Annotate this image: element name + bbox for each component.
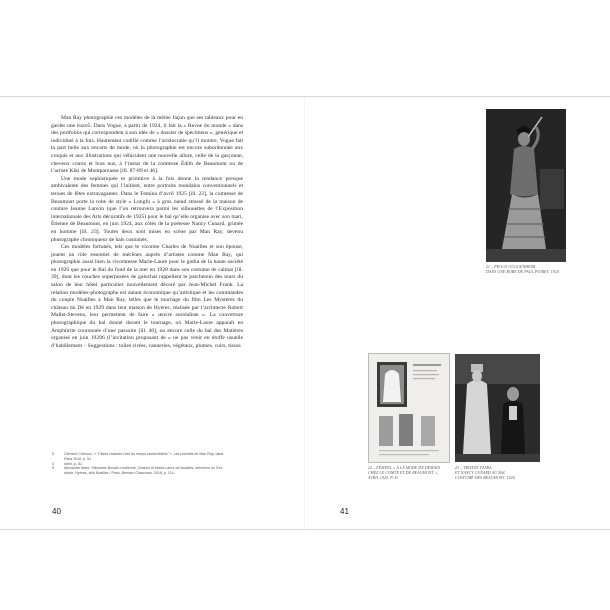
footnote-number: 4 [52,461,54,466]
paragraph: Ces modèles fortunés, tels que le vicomte Charles de Noailles et son épouse, jouent un rôle essentiel de mécènes auprès d’artistes comme Man Ray, qui photographie aussi bien la vicomtesse Marie-Laure pour le gotha de la haute société en 1926 que pour le Bal du fond de la mer en 1928 dans son costume de calmar [ill. 39], dont les couches superposées de galuchat rappellent le parchemin des murs du salon de leur hôtel particulier nouvellement décoré par Jean-Michel Frank. La relation modèles-photographe est autant économique qu’artistique et les commandes du couple Noailles à Man Ray, telles que le tournage du film Les Mystères du château du Dé en 1929 dans leur maison de Hyères, réalisée par l’architecte Robert Mallet-Stevens, leur permettent de faire « œuvre surréaliste ». La couverture photographique du bal donné durant le tournage, où Marie-Laure apparaît en Amphitrite couronnée d’une passoire [ill. 40], ou encore celle du bal des Matières organisé en juin 19296 (l’invitation proposant de « ne pas venir en étoffe usuelle d’habillement – Suggestions : toiles cirées, vanneries, végétaux, plumes, cuirs, tissus [51,244,243,349]
footnotes [52,452,232,476]
caption-line: COSTUMÉ DES BEAUMONT, 1924 [455,476,515,481]
footnote-number: 5 [52,466,54,471]
page-number-right: 41 [340,507,349,516]
figures-illustration [455,354,540,462]
caption-figure-23 [455,466,550,482]
page-number-left: 40 [52,507,61,516]
paragraph: Une mode sophistiquée et primitive à la fois donne la tendance presque ambivalente des femmes qui l’initient, entre portraits mondains conventionnels et tenues de fêtes extravagantes. Dans le Femina d’avril 1925 [ill. 22], la comtesse de Beaumont porte la robe de style « Longfu » à gros nœud strassé de la maison de couture Jeanne Lanvin (que l’on retrouvera parmi les silhouettes de l’Exposition internationale des Arts décoratifs de 1925) pour le bal qu’elle organise avec son mari, Étienne de Beaumont, en juin 1924, aux côtés de la poétesse Nancy Cunard, grimée en homme [ill. 23]. Toutes deux sont mises en scène par Man Ray, devenu photographe chroniqueur de bals costumés. [51,175,243,243]
footnote-text: Alexandre Mare, Stéphane Boudin-Lestienne, Charles et Marie-Laure de Noailles, mécènes du XXe siècle, Hyères, villa Noailles / Paris, Bernard Chauveau, 2018, p. 114. [64,466,223,476]
caption-line: ET NANCY CUNARD AU BAL [455,471,506,476]
caption-figure-21 [486,265,576,275]
photo-femina-magazine-page [368,353,450,463]
caption-line: AVRIL 1925, P. 43 [368,476,399,481]
footnote-number: 5 [52,452,54,456]
footnote-text: Clément Chéroux, « “Cibles vivantes hors du temps rassemblées” », Les portraits de Man Ray, dans Paris 2010, p. 51. [64,452,224,461]
left-page-body-text [51,115,243,350]
book-spread [0,96,610,530]
photo-peggy-guggenheim [486,109,566,262]
caption-line: 22 – FEMINA, « À LA MODE DE DEMAIN [368,466,441,470]
caption-line: CHEZ LE COMTE ET DE BEAUMONT », [368,471,438,476]
caption-figure-22 [368,466,456,482]
photo-tzara-cunard [455,354,540,462]
figure-silhouette-illustration [486,109,566,262]
footnote [52,452,232,462]
footnote-text: Idem, p. 51. [64,461,83,466]
paragraph: Man Ray photographie ces modèles de la même façon que ses tableaux pour en garder une trace5. Dans Vogue, à partir de 1924, il fait la « Revue du monde » dans des portfolios qui correspondent à son idée de « dossier de spécimens », générique et individuel à la fois. Hautement codifié comme l’aristocratie qu’il montre, Vogue fait la part belle aux encarts de mode, où la photographie est encore subordonnée aux croquis et aux illustrations qui véhiculent une nouvelle allure, celle de la garçonne, cheveux courts et bras nus, à l’instar de la comtesse Édith de Beaumont ou de l’artiste Kiki de Montparnasse [ill. 87-89 et 46]. [51,115,243,175]
footnote [52,466,232,476]
book-gutter [304,97,305,529]
magazine-spread-illustration [369,354,449,462]
caption-line: 21 – PEGGY GUGGENHEIM [486,265,536,269]
caption-line: 23 – TRISTAN TZARA [455,466,492,470]
caption-line: DANS UNE ROBE DE PAUL POIRET, 1924 [486,270,559,275]
